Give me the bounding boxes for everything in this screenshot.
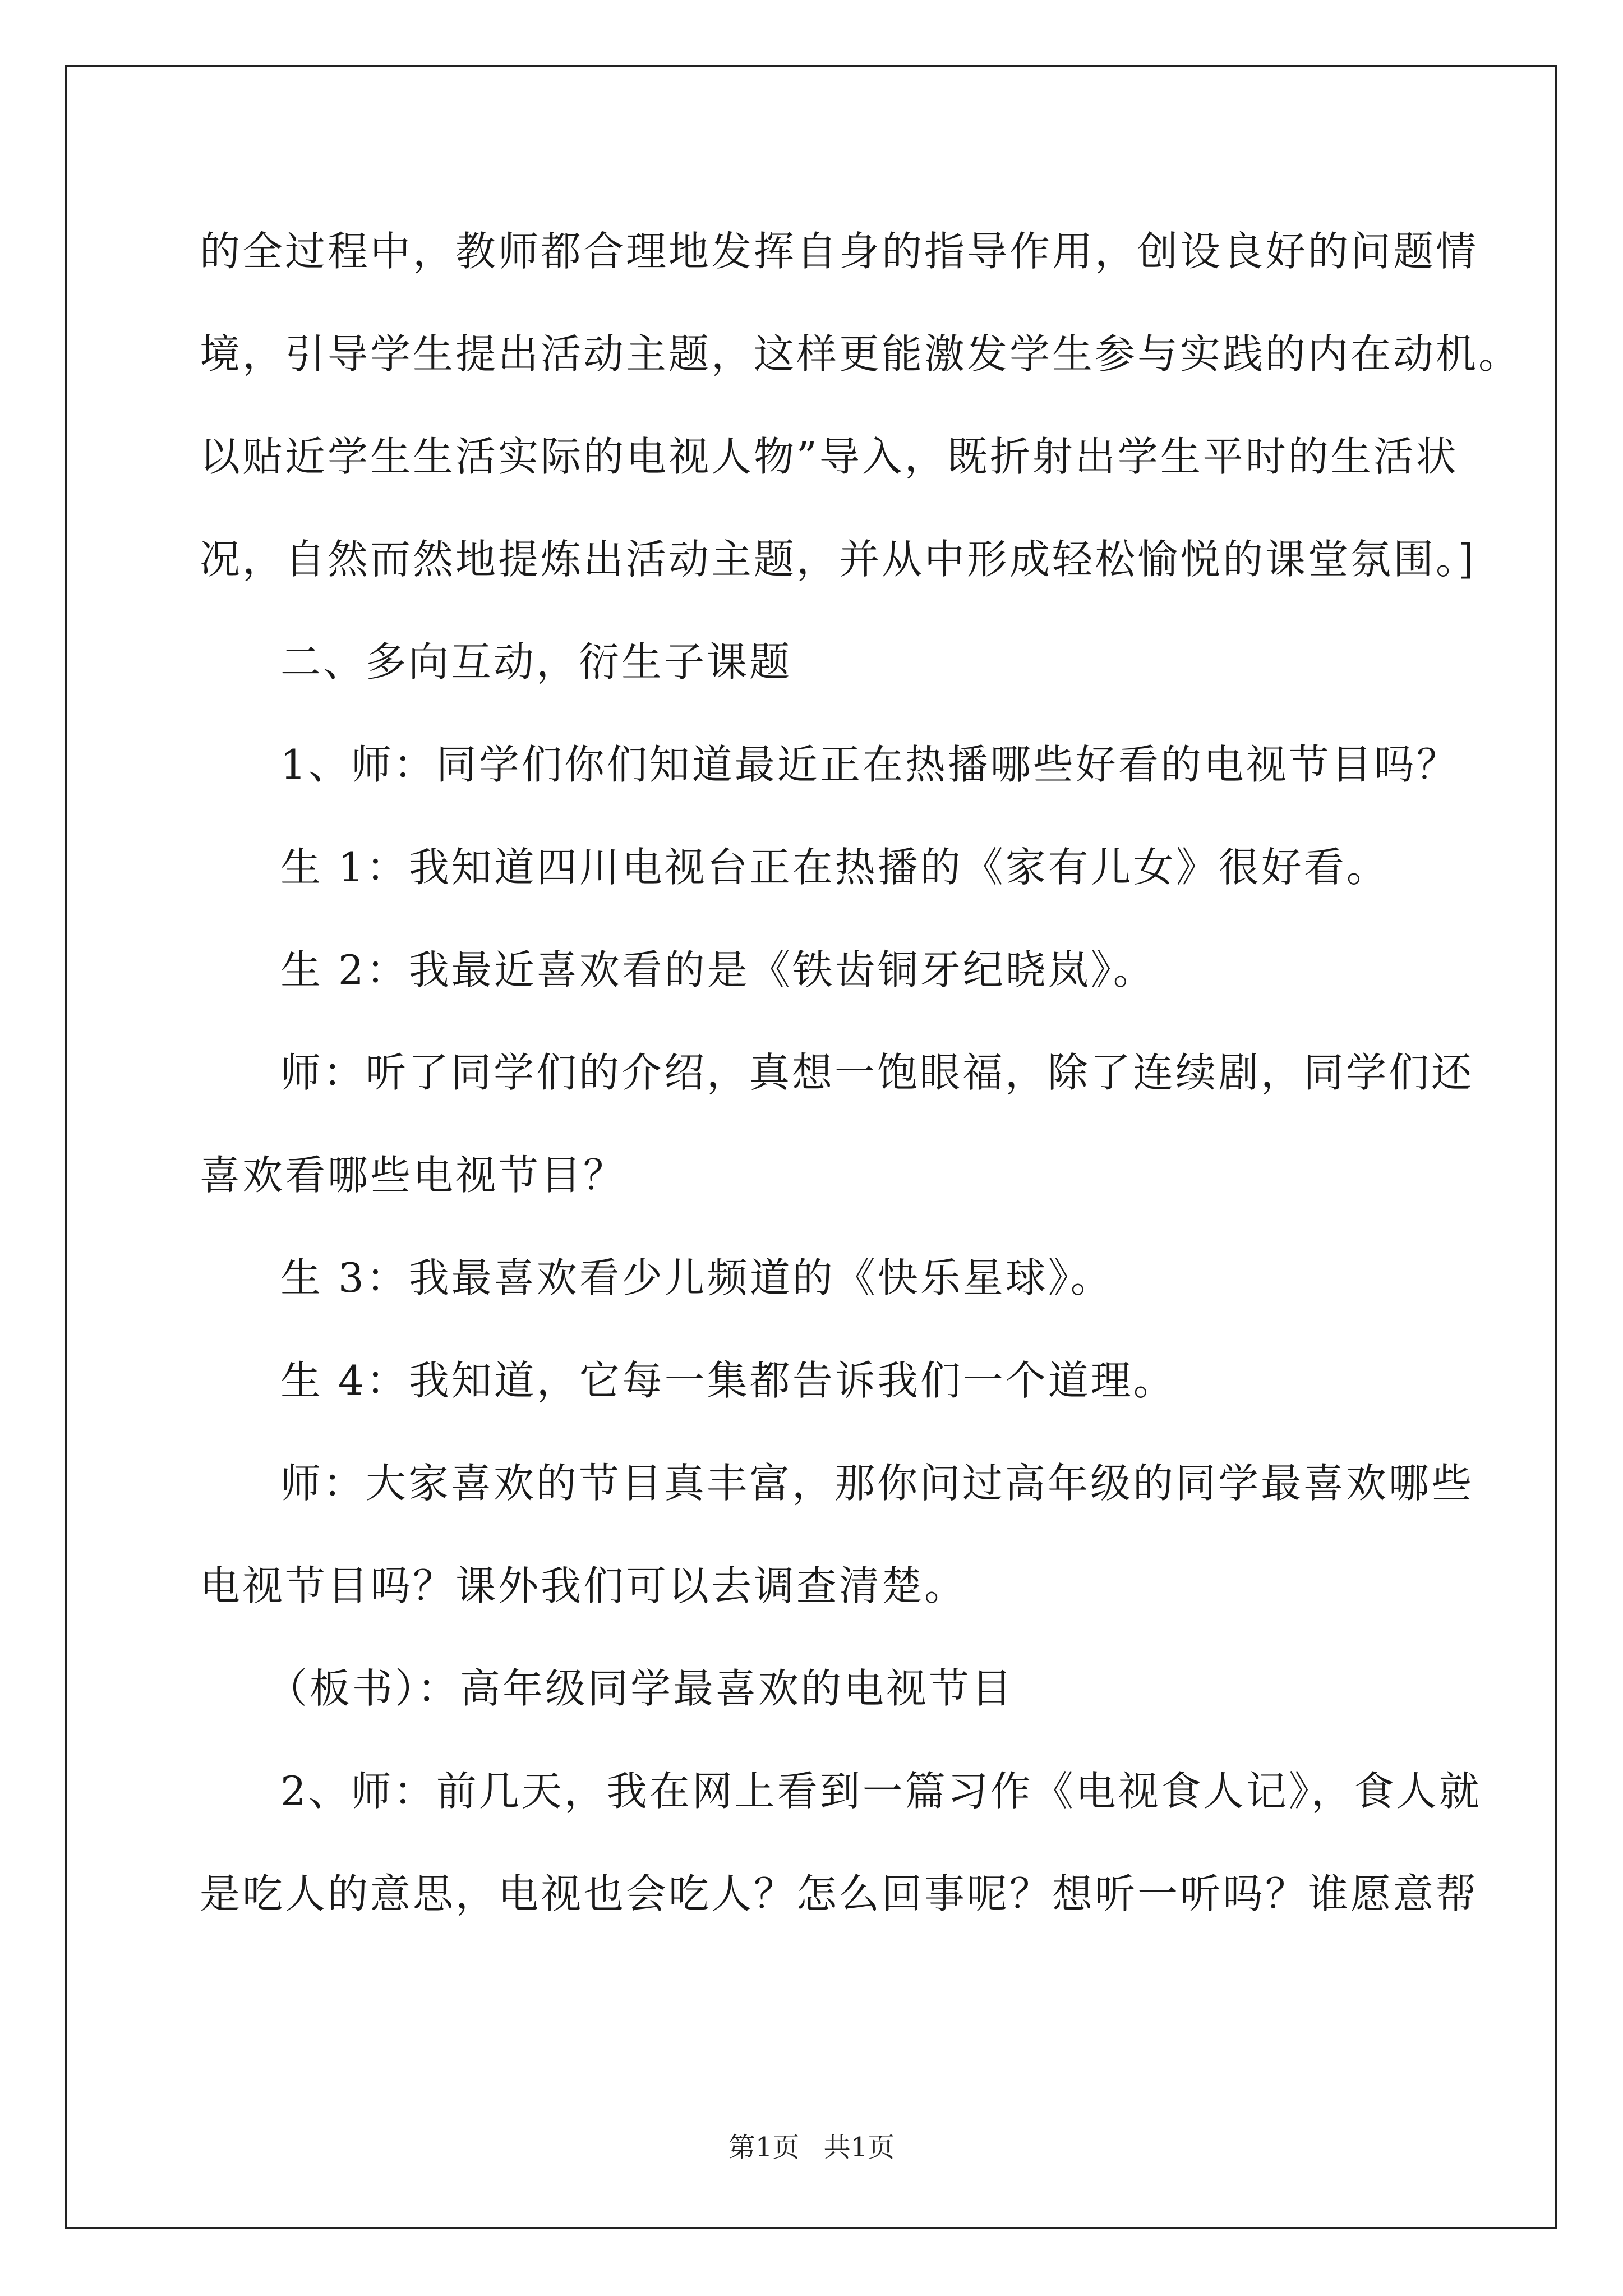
text-line: 2、师：前几天，我在网上看到一篇习作《电视食人记》，食人就 [280,1768,1482,1815]
page-footer [0,2129,1623,2165]
text-line: 的全过程中，教师都合理地发挥自身的指导作用，创设良好的问题情 [200,228,1479,275]
text-line: 生 4：我知道，它每一集都告诉我们一个道理。 [280,1357,1176,1404]
text-line: （板书）：高年级同学最喜欢的电视节目 [267,1665,1015,1712]
text-line: 况，自然而然地提炼出活动主题，并从中形成轻松愉悦的课堂氛围。] [200,536,1477,583]
text-line: 以贴近学生生活实际的电视人物”导入，既折射出学生平时的生活状 [200,433,1459,480]
section-heading: 二、多向互动，衍生子课题 [280,638,792,685]
page-total: 共1页 [823,2132,895,2163]
text-line: 师：听了同学们的介绍，真想一饱眼福，除了连续剧，同学们还 [280,1049,1474,1096]
text-line: 是吃人的意思，电视也会吃人？怎么回事呢？想听一听吗？谁愿意帮 [200,1870,1479,1917]
text-line: 生 3：我最喜欢看少儿频道的《快乐星球》。 [280,1254,1113,1301]
text-line: 生 2：我最近喜欢看的是《铁齿铜牙纪晓岚》。 [280,946,1156,993]
text-line: 喜欢看哪些电视节目？ [200,1152,626,1199]
text-line: 境，引导学生提出活动主题，这样更能激发学生参与实践的内在动机。 [200,330,1521,378]
text-line: 电视节目吗？课外我们可以去调查清楚。 [200,1562,967,1609]
text-line: 生 1：我知道四川电视台正在热播的《家有儿女》很好看。 [280,844,1389,891]
page-number: 第1页 [728,2132,800,2163]
document-body [200,215,1521,1961]
text-line: 师：大家喜欢的节目真丰富，那你问过高年级的同学最喜欢哪些 [280,1460,1474,1507]
text-line: 1、师：同学们你们知道最近正在热播哪些好看的电视节目吗？ [280,741,1459,788]
